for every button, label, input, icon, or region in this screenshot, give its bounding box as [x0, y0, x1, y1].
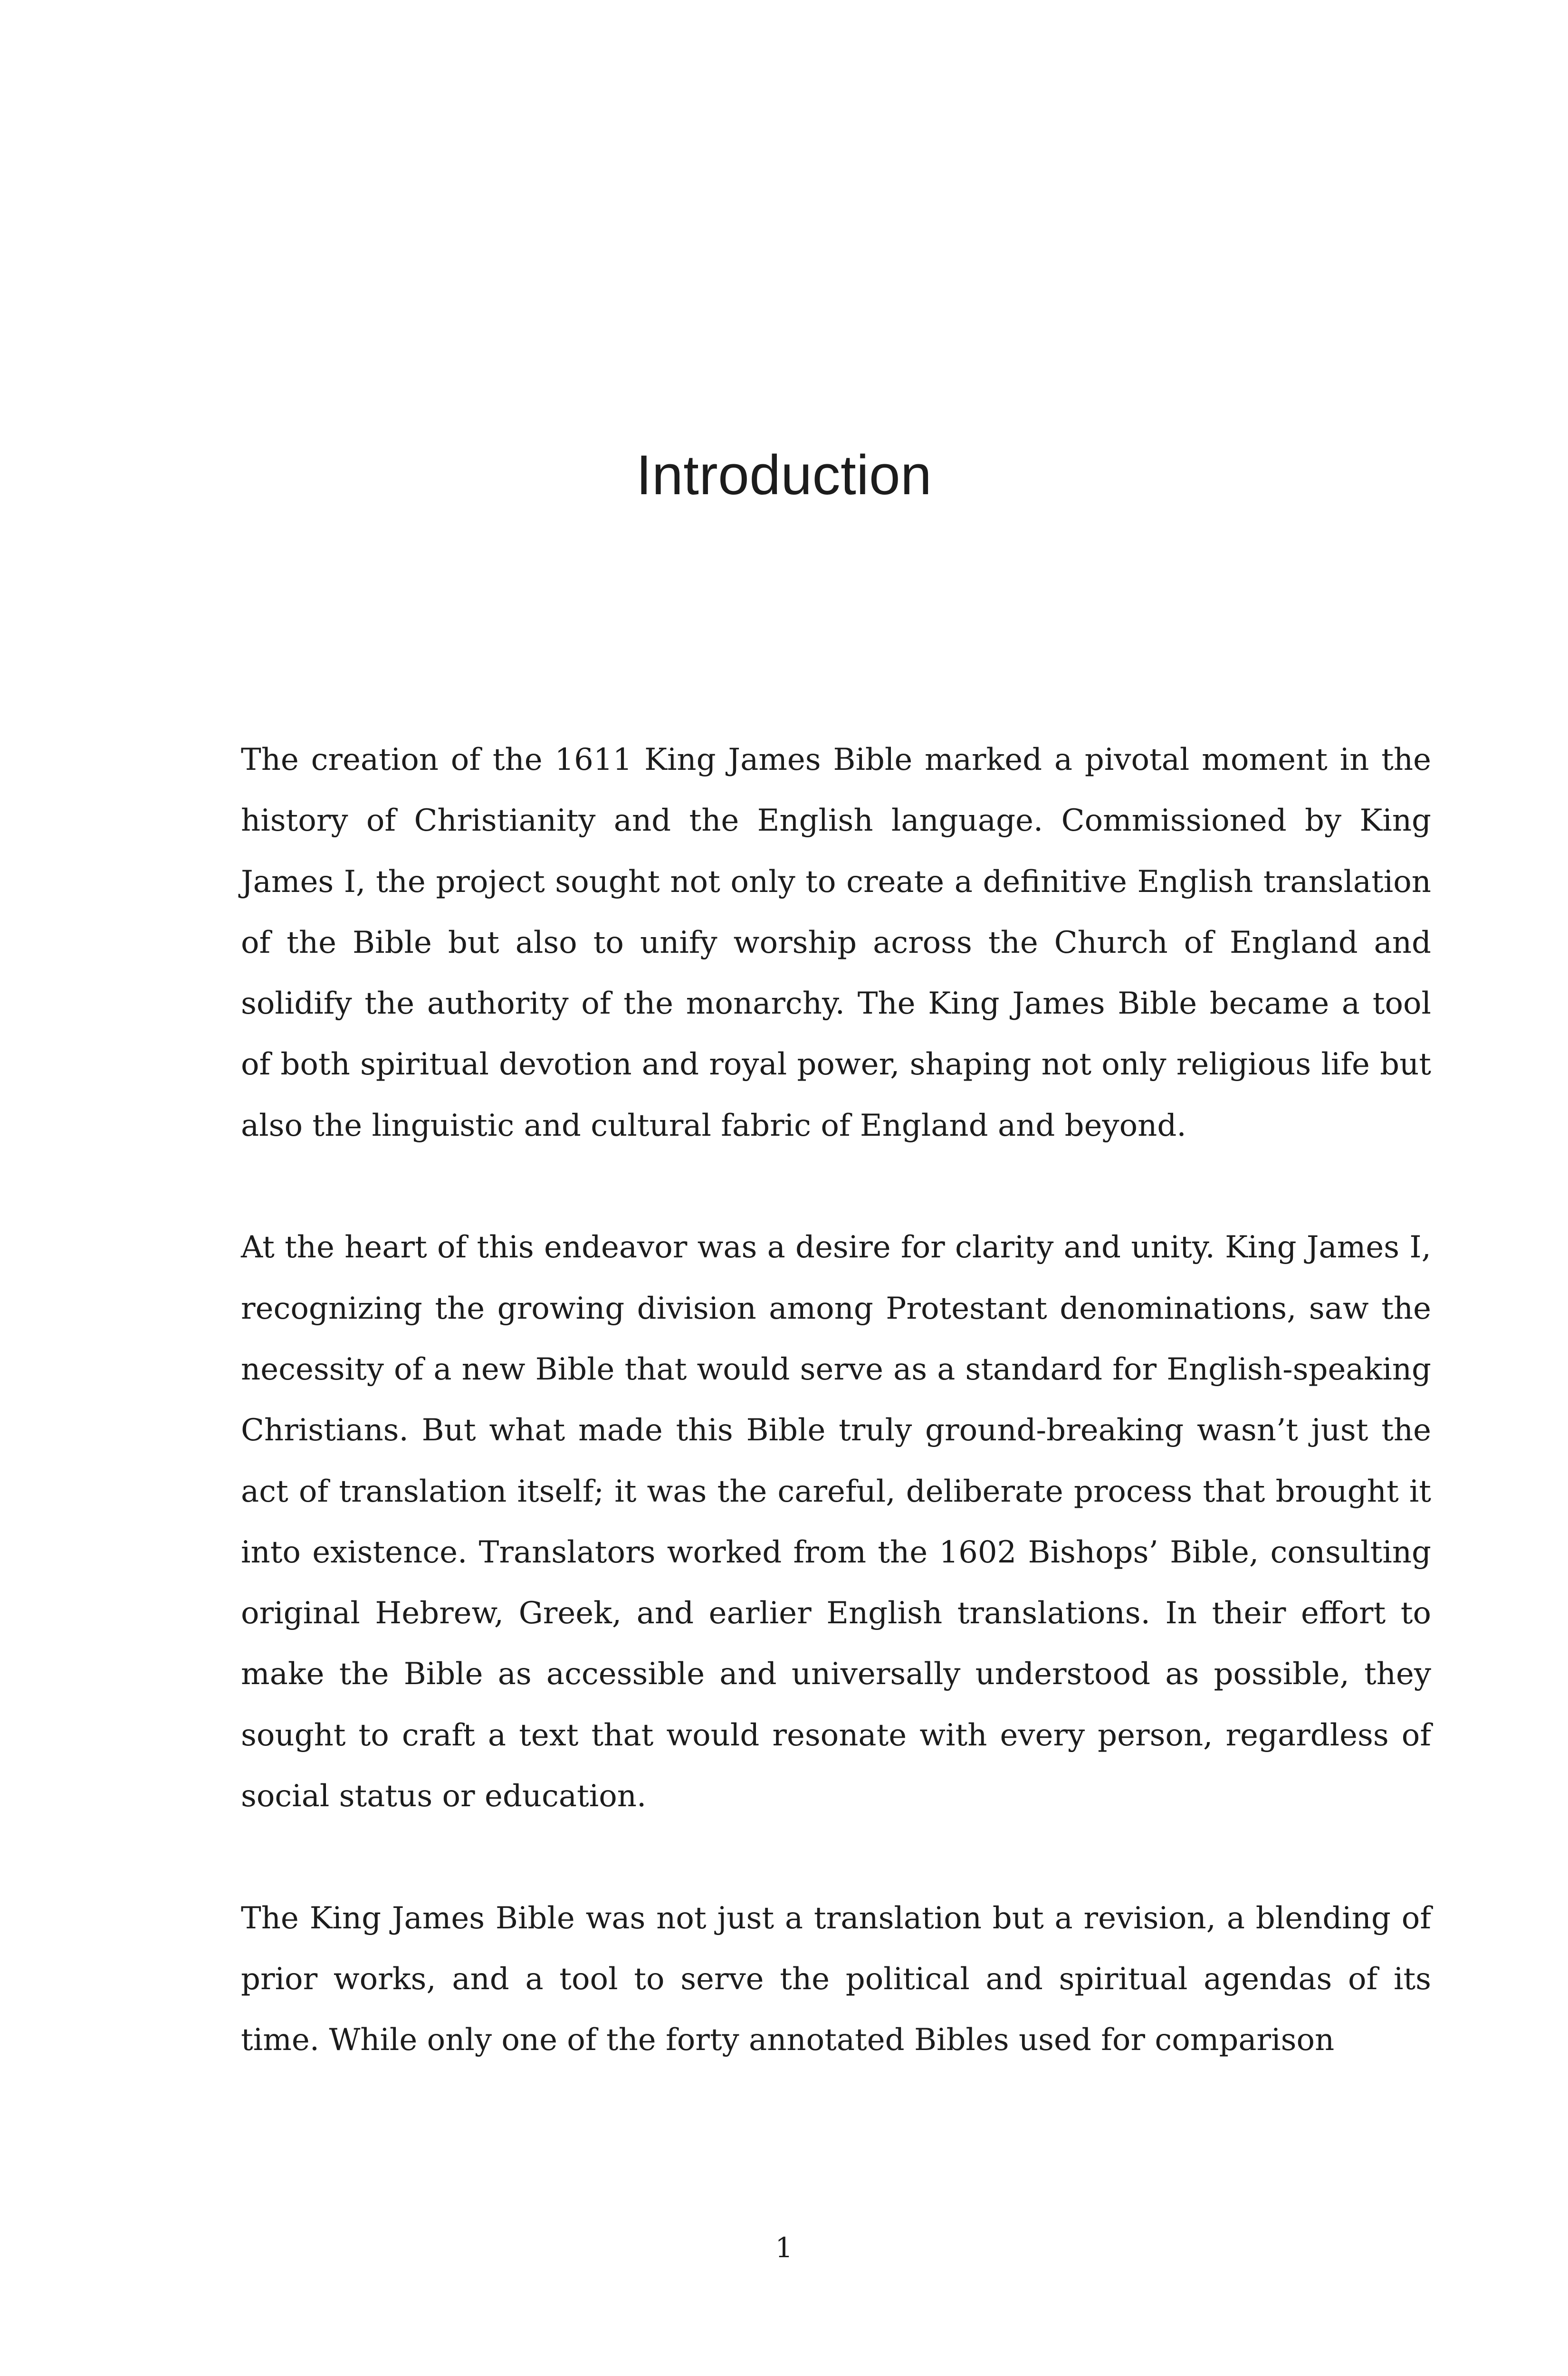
paragraph: At the heart of this endeavor was a desire for clarity and unity. King James I, recognizing the growing division among Protestant denominations, saw the necessity of a new Bible that would serve as a standard for English-speaking Christians. But what made this Bible truly ground-breaking wasn’t just the act of translation itself; it was the careful, deliberate process that brought it into existence. Translators worked from the 1602 Bishops’ Bible, consulting original Hebrew, Greek, and earlier English translations. In their effort to make the Bible as accessible and universally understood as possible, they sought to craft a text that would resonate with every person, regardless of social status or education.	[241, 1230, 1431, 1814]
paragraph: The creation of the 1611 King James Bible marked a pivotal moment in the history of Christianity and the English language. Commissioned by King James I, the project sought not only to create a definitive English translation of the Bible but also to unify worship across the Church of England and solidify the authority of the monarchy. The King James Bible became a tool of both spiritual devotion and royal power, shaping not only religious life but also the linguistic and cultural fabric of England and beyond.	[241, 742, 1431, 1143]
paragraph: The King James Bible was not just a translation but a revision, a blending of prior works, and a tool to serve the political and spiritual agendas of its time. While only one of the forty annotated Bibles used for comparison	[241, 1900, 1431, 2058]
page-number: 1	[775, 2232, 793, 2264]
chapter-title: Introduction	[636, 444, 932, 507]
body-text	[241, 729, 1431, 2071]
